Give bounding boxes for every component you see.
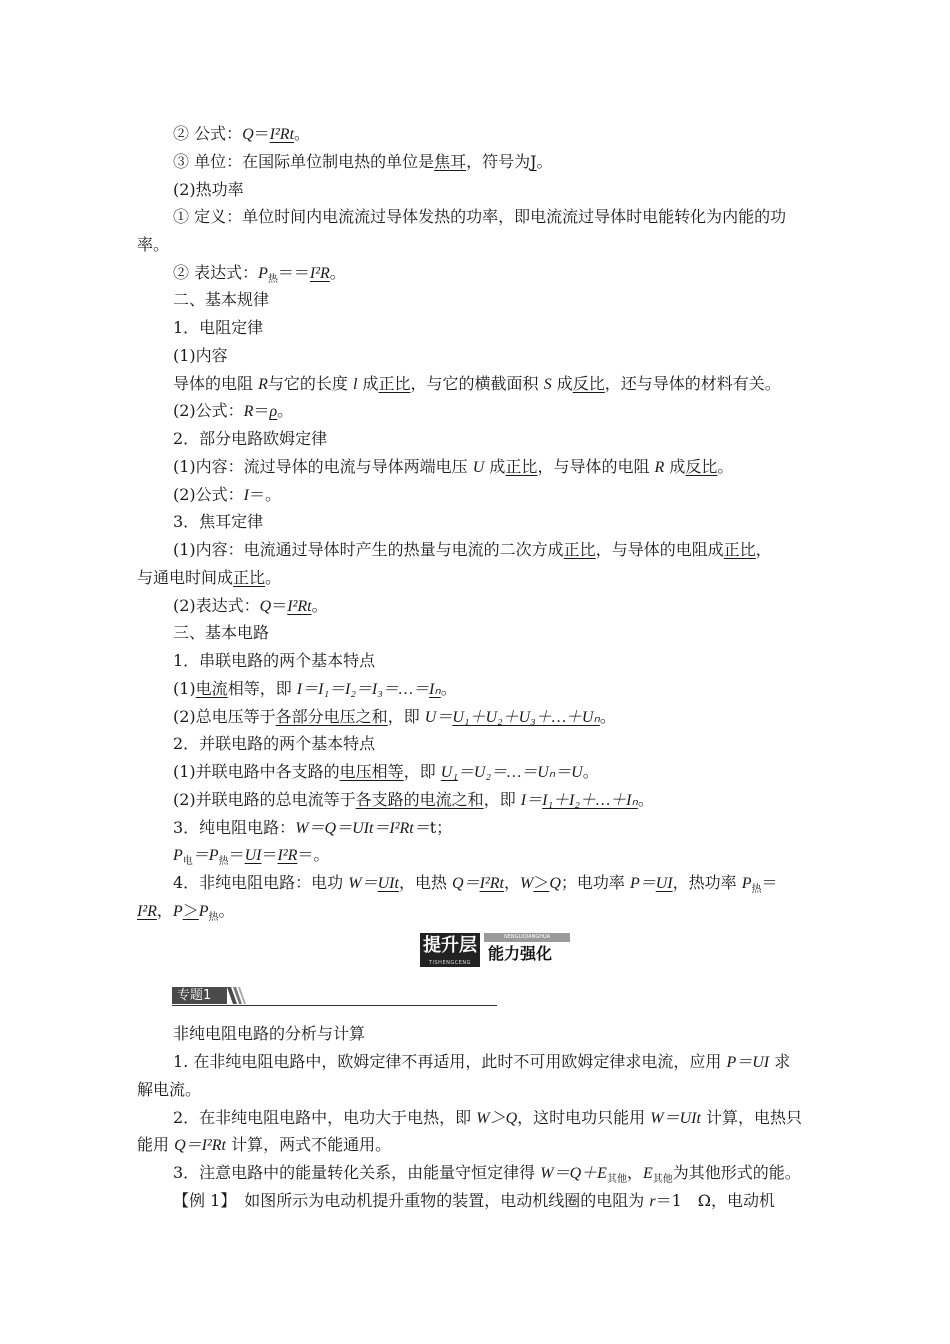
banner-main-pinyin: TISHENGCENG — [428, 960, 471, 966]
text-line: 2．在非纯电阻电路中，电功大于电热，即 W＞Q，这时电功只能用 W＝UIt 计算，电热只 — [173, 1108, 803, 1127]
topic-title: 非纯电阻电路的分析与计算 — [173, 1024, 366, 1043]
text-line: (2)并联电路的总电流等于各支路的电流之和，即 I＝I₁＋I₂＋…＋Iₙ。 — [173, 790, 654, 809]
text-line: 率。 — [137, 235, 170, 254]
banner-sub-pinyin: NENGLIQIANGHUA — [484, 933, 570, 942]
text-line: ② 公式：Q＝I²Rt。 — [173, 124, 311, 143]
example-label: 【例 1】 — [173, 1191, 229, 1210]
section-heading: 二、基本规律 — [173, 290, 270, 309]
text-line: (1)内容：电流通过导体时产生的热量与电流的二次方成正比，与导体的电阻成正比， — [173, 540, 772, 559]
example-line: 【例 1】 如图所示为电动机提升重物的装置，电动机线圈的电阻为 r＝1 Ω，电动机 — [173, 1191, 776, 1210]
text-line: $P_电=P_热=UI=I^2R=$。 — [173, 845, 330, 868]
section-heading: 三、基本电路 — [173, 623, 270, 642]
text-line: (2)公式：R＝ρ。 — [173, 401, 294, 420]
text-line: 能用 Q＝I²Rt 计算，两式不能通用。 — [137, 1135, 392, 1154]
text-line: 3．注意电路中的能量转化关系，由能量守恒定律得 $W=Q+E_{其他}$，$E_{其他}$为其他形式的能。 — [173, 1163, 801, 1186]
text-line: (1)电流相等，即 I＝I₁＝I₂＝I₃＝…＝Iₙ。 — [173, 679, 457, 698]
section-banner — [420, 933, 570, 967]
text-line: 1．串联电路的两个基本特点 — [173, 651, 376, 670]
text-line: ① 定义：单位时间内电流流过导体发热的功率，即电流流过导体时电能转化为内能的功 — [173, 207, 787, 226]
text-line: 2．部分电路欧姆定律 — [173, 429, 328, 448]
text-line: 1. 在非纯电阻电路中，欧姆定律不再适用，此时不可用欧姆定律求电流，应用 P＝UI 求 — [173, 1052, 791, 1071]
text-line: 4．非纯电阻电路：电功 W＝UIt，电热 Q＝I²Rt，W＞Q；电功率 P＝UI，热功率 $P_热=$ — [173, 873, 778, 896]
text-line: 3．纯电阻电路：W＝Q＝UIt＝I²Rt＝t； — [173, 818, 453, 837]
text-line: (2)公式：I＝。 — [173, 485, 282, 504]
text-line: 导体的电阻 R与它的长度 l 成正比，与它的横截面积 S 成反比，还与导体的材料有关。 — [173, 374, 781, 393]
text-line: 与通电时间成正比。 — [137, 568, 282, 587]
topic-divider — [172, 1005, 497, 1006]
banner-sub — [484, 933, 570, 967]
text-line: 2．并联电路的两个基本特点 — [173, 734, 376, 753]
text-line: ② 表达式：$P_热==I^2R$。 — [173, 263, 346, 286]
text-line: ③ 单位：在国际单位制电热的单位是焦耳，符号为J。 — [173, 152, 553, 171]
text-line: I²R，$P>P_热$。 — [137, 901, 235, 924]
text-line: 1．电阻定律 — [173, 318, 264, 337]
stripes-decoration-icon — [227, 987, 249, 1004]
topic-tag-label: 专题1 — [172, 987, 227, 1004]
text-line: (1)内容 — [173, 346, 228, 365]
text-line: (1)内容：流过导体的电流与导体两端电压 U 成正比，与导体的电阻 R 成反比。 — [173, 457, 734, 476]
topic-tag — [172, 987, 497, 1007]
text-line: 3．焦耳定律 — [173, 512, 264, 531]
text-line: (1)并联电路中各支路的电压相等，即 U₁＝U₂＝…＝Uₙ＝U。 — [173, 762, 599, 781]
text-line: 解电流。 — [137, 1080, 202, 1099]
text-line: (2)总电压等于各部分电压之和，即 U＝U₁＋U₂＋U₃＋…＋Uₙ。 — [173, 707, 616, 726]
banner-main-label: 提升层 TISHENGCENG — [420, 933, 480, 967]
text-line: (2)热功率 — [173, 180, 244, 199]
text-line: (2)表达式：Q＝I²Rt。 — [173, 596, 328, 615]
banner-sub-label: 能力强化 — [488, 944, 553, 963]
